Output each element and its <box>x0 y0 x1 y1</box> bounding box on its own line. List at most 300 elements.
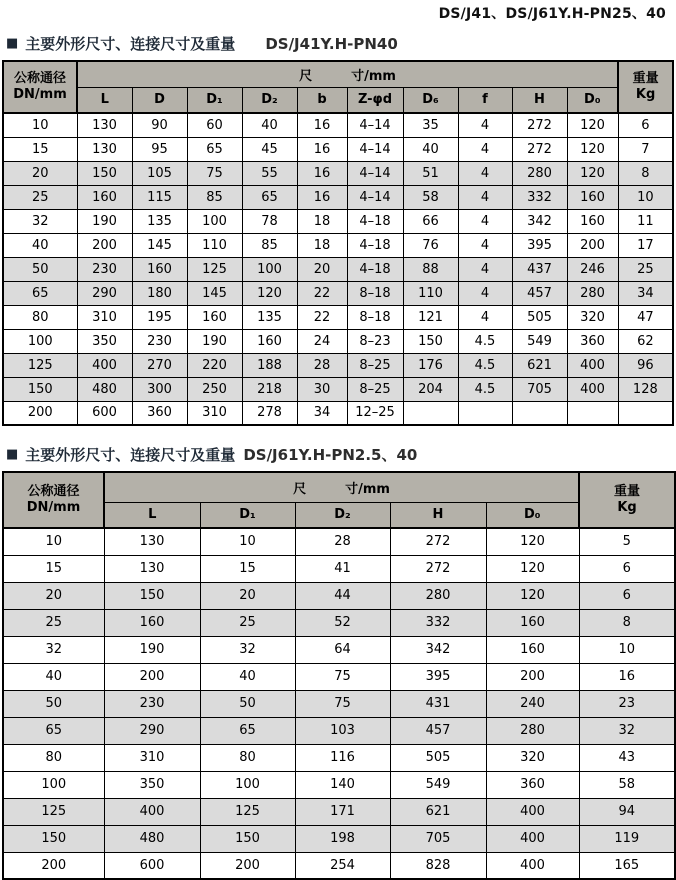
value-cell: 145 <box>132 233 187 257</box>
value-cell: 65 <box>242 185 297 209</box>
column-header: D₂ <box>242 87 297 113</box>
value-cell: 505 <box>390 744 486 771</box>
dn-value-cell: 10 <box>3 113 77 137</box>
value-cell: 278 <box>242 401 297 425</box>
value-cell: 160 <box>77 185 132 209</box>
section2-title-text: 主要外形尺寸、连接尺寸及重量 <box>25 446 236 464</box>
table-row <box>3 305 673 329</box>
value-cell: 7 <box>618 137 673 161</box>
value-cell: 50 <box>200 690 295 717</box>
value-cell: 105 <box>132 161 187 185</box>
value-cell: 10 <box>618 185 673 209</box>
value-cell: 20 <box>297 257 347 281</box>
value-cell: 100 <box>187 209 242 233</box>
value-cell: 16 <box>297 161 347 185</box>
table-row <box>3 609 675 636</box>
value-cell: 58 <box>403 185 458 209</box>
value-cell: 180 <box>132 281 187 305</box>
value-cell: 600 <box>77 401 132 425</box>
value-cell: 20 <box>200 582 295 609</box>
value-cell: 280 <box>567 281 618 305</box>
value-cell: 160 <box>486 636 579 663</box>
value-cell: 10 <box>579 636 675 663</box>
value-cell: 10 <box>200 528 295 555</box>
value-cell: 135 <box>132 209 187 233</box>
value-cell: 94 <box>579 798 675 825</box>
value-cell: 240 <box>486 690 579 717</box>
value-cell: 120 <box>486 582 579 609</box>
value-cell <box>618 401 673 425</box>
section2-model-code: DS/J61Y.H-PN2.5、40 <box>243 446 418 464</box>
value-cell: 85 <box>187 185 242 209</box>
value-cell: 195 <box>132 305 187 329</box>
value-cell: 272 <box>390 528 486 555</box>
value-cell: 43 <box>579 744 675 771</box>
value-cell: 12–25 <box>347 401 403 425</box>
value-cell: 160 <box>567 185 618 209</box>
value-cell: 110 <box>403 281 458 305</box>
value-cell: 40 <box>403 137 458 161</box>
value-cell: 400 <box>486 852 579 879</box>
value-cell: 270 <box>132 353 187 377</box>
value-cell: 320 <box>486 744 579 771</box>
value-cell: 320 <box>567 305 618 329</box>
weight-header-line2: Kg <box>617 500 637 515</box>
value-cell: 160 <box>486 609 579 636</box>
value-cell: 120 <box>567 161 618 185</box>
value-cell: 400 <box>486 825 579 852</box>
value-cell: 103 <box>295 717 390 744</box>
value-cell: 621 <box>512 353 567 377</box>
value-cell: 200 <box>567 233 618 257</box>
value-cell: 4–14 <box>347 137 403 161</box>
value-cell: 90 <box>132 113 187 137</box>
value-cell: 150 <box>77 161 132 185</box>
value-cell: 400 <box>77 353 132 377</box>
value-cell: 16 <box>297 113 347 137</box>
value-cell: 150 <box>200 825 295 852</box>
column-header: f <box>458 87 512 113</box>
value-cell: 4–14 <box>347 113 403 137</box>
value-cell: 60 <box>187 113 242 137</box>
value-cell: 395 <box>512 233 567 257</box>
dn-header-line1: 公称通径 <box>13 70 66 86</box>
value-cell: 4.5 <box>458 353 512 377</box>
dimension-group-header: 尺 寸/mm <box>77 61 618 87</box>
table-row <box>3 257 673 281</box>
value-cell: 190 <box>187 329 242 353</box>
value-cell: 65 <box>200 717 295 744</box>
value-cell: 140 <box>295 771 390 798</box>
value-cell <box>512 401 567 425</box>
value-cell: 85 <box>242 233 297 257</box>
value-cell: 34 <box>297 401 347 425</box>
table-row <box>3 401 673 425</box>
value-cell: 480 <box>104 825 200 852</box>
value-cell: 75 <box>295 663 390 690</box>
table-row <box>3 582 675 609</box>
section2-title <box>6 444 676 465</box>
value-cell: 17 <box>618 233 673 257</box>
dn-column-header <box>3 61 77 113</box>
value-cell: 95 <box>132 137 187 161</box>
table-row <box>3 161 673 185</box>
column-header: D₀ <box>486 502 579 528</box>
value-cell: 600 <box>104 852 200 879</box>
table-row <box>3 555 675 582</box>
value-cell: 310 <box>187 401 242 425</box>
value-cell: 250 <box>187 377 242 401</box>
dn-value-cell: 65 <box>3 717 104 744</box>
value-cell: 76 <box>403 233 458 257</box>
value-cell: 190 <box>77 209 132 233</box>
dn-value-cell: 125 <box>3 798 104 825</box>
value-cell: 6 <box>579 582 675 609</box>
value-cell: 198 <box>295 825 390 852</box>
value-cell: 24 <box>297 329 347 353</box>
value-cell: 5 <box>579 528 675 555</box>
value-cell: 272 <box>512 113 567 137</box>
column-header: D <box>132 87 187 113</box>
value-cell: 8–25 <box>347 377 403 401</box>
dn-value-cell: 15 <box>3 137 77 161</box>
dn-value-cell: 100 <box>3 771 104 798</box>
value-cell: 350 <box>104 771 200 798</box>
value-cell: 16 <box>579 663 675 690</box>
value-cell: 8 <box>579 609 675 636</box>
section-bullet-icon: ■ <box>6 36 19 51</box>
dn-value-cell: 125 <box>3 353 77 377</box>
value-cell: 78 <box>242 209 297 233</box>
value-cell: 51 <box>403 161 458 185</box>
value-cell: 15 <box>200 555 295 582</box>
column-header: D₁ <box>200 502 295 528</box>
value-cell: 22 <box>297 305 347 329</box>
value-cell: 400 <box>104 798 200 825</box>
value-cell: 8–18 <box>347 305 403 329</box>
weight-header-line2: Kg <box>635 87 656 102</box>
dn-value-cell: 32 <box>3 636 104 663</box>
value-cell: 88 <box>403 257 458 281</box>
dn-value-cell: 65 <box>3 281 77 305</box>
value-cell: 4–14 <box>347 185 403 209</box>
value-cell: 342 <box>512 209 567 233</box>
value-cell: 22 <box>297 281 347 305</box>
value-cell: 280 <box>390 582 486 609</box>
table-row <box>3 137 673 161</box>
value-cell: 150 <box>104 582 200 609</box>
value-cell: 121 <box>403 305 458 329</box>
dn-value-cell: 100 <box>3 329 77 353</box>
value-cell: 400 <box>567 353 618 377</box>
value-cell: 4–18 <box>347 233 403 257</box>
value-cell: 8–23 <box>347 329 403 353</box>
value-cell: 66 <box>403 209 458 233</box>
value-cell: 44 <box>295 582 390 609</box>
table-row <box>3 663 675 690</box>
value-cell: 62 <box>618 329 673 353</box>
dn-value-cell: 200 <box>3 401 77 425</box>
value-cell: 4 <box>458 281 512 305</box>
value-cell: 280 <box>512 161 567 185</box>
value-cell: 16 <box>297 185 347 209</box>
dn-value-cell: 50 <box>3 257 77 281</box>
column-header: D₀ <box>567 87 618 113</box>
value-cell: 171 <box>295 798 390 825</box>
value-cell: 220 <box>187 353 242 377</box>
value-cell: 310 <box>77 305 132 329</box>
dn-value-cell: 20 <box>3 161 77 185</box>
table-row <box>3 717 675 744</box>
value-cell: 4 <box>458 161 512 185</box>
weight-column-header <box>579 472 675 528</box>
value-cell: 120 <box>567 137 618 161</box>
value-cell: 280 <box>486 717 579 744</box>
section1-title-text: 主要外形尺寸、连接尺寸及重量 <box>25 35 236 53</box>
table-row <box>3 852 675 879</box>
table-row <box>3 798 675 825</box>
value-cell: 130 <box>104 528 200 555</box>
value-cell: 119 <box>579 825 675 852</box>
table-row <box>3 771 675 798</box>
value-cell: 80 <box>200 744 295 771</box>
value-cell: 120 <box>567 113 618 137</box>
dn-header-line2: DN/mm <box>13 87 67 102</box>
value-cell: 18 <box>297 233 347 257</box>
value-cell: 190 <box>104 636 200 663</box>
value-cell: 110 <box>187 233 242 257</box>
value-cell: 52 <box>295 609 390 636</box>
value-cell: 130 <box>104 555 200 582</box>
weight-header-line1: 重量 <box>632 70 659 86</box>
table-row <box>3 636 675 663</box>
section1-model-code: DS/J41Y.H-PN40 <box>265 34 398 53</box>
dn-value-cell: 200 <box>3 852 104 879</box>
value-cell: 28 <box>295 528 390 555</box>
value-cell: 160 <box>242 329 297 353</box>
dn-value-cell: 25 <box>3 609 104 636</box>
value-cell: 431 <box>390 690 486 717</box>
table-row <box>3 209 673 233</box>
page-header: DS/J41、DS/J61Y.H-PN25、40 <box>438 6 666 22</box>
value-cell: 4 <box>458 113 512 137</box>
value-cell: 300 <box>132 377 187 401</box>
value-cell: 32 <box>200 636 295 663</box>
value-cell: 40 <box>242 113 297 137</box>
value-cell: 480 <box>77 377 132 401</box>
value-cell: 6 <box>579 555 675 582</box>
value-cell: 230 <box>132 329 187 353</box>
value-cell: 28 <box>297 353 347 377</box>
value-cell: 4 <box>458 137 512 161</box>
column-header: H <box>390 502 486 528</box>
dimensions-table-pn40 <box>2 60 674 426</box>
value-cell: 272 <box>512 137 567 161</box>
dn-column-header <box>3 472 104 528</box>
dn-header-line1: 公称通径 <box>27 483 80 499</box>
value-cell: 176 <box>403 353 458 377</box>
value-cell: 75 <box>187 161 242 185</box>
table-row <box>3 113 673 137</box>
value-cell: 8–25 <box>347 353 403 377</box>
value-cell: 204 <box>403 377 458 401</box>
value-cell: 457 <box>390 717 486 744</box>
value-cell: 40 <box>200 663 295 690</box>
dimension-group-header: 尺 寸/mm <box>104 472 579 502</box>
value-cell: 120 <box>486 555 579 582</box>
value-cell: 100 <box>200 771 295 798</box>
value-cell: 310 <box>104 744 200 771</box>
value-cell: 64 <box>295 636 390 663</box>
value-cell: 457 <box>512 281 567 305</box>
table-row <box>3 377 673 401</box>
dn-value-cell: 40 <box>3 663 104 690</box>
value-cell: 200 <box>104 663 200 690</box>
value-cell: 115 <box>132 185 187 209</box>
dn-value-cell: 150 <box>3 825 104 852</box>
value-cell: 350 <box>77 329 132 353</box>
column-header: D₂ <box>295 502 390 528</box>
value-cell: 4–18 <box>347 257 403 281</box>
value-cell: 705 <box>390 825 486 852</box>
value-cell: 75 <box>295 690 390 717</box>
value-cell: 4–18 <box>347 209 403 233</box>
value-cell: 120 <box>242 281 297 305</box>
value-cell: 135 <box>242 305 297 329</box>
value-cell: 4 <box>458 233 512 257</box>
value-cell: 165 <box>579 852 675 879</box>
value-cell: 395 <box>390 663 486 690</box>
weight-header-line1: 重量 <box>614 483 641 499</box>
weight-column-header <box>618 61 673 113</box>
dn-value-cell: 80 <box>3 305 77 329</box>
value-cell: 272 <box>390 555 486 582</box>
dn-value-cell: 25 <box>3 185 77 209</box>
value-cell: 47 <box>618 305 673 329</box>
value-cell: 4 <box>458 257 512 281</box>
value-cell: 230 <box>77 257 132 281</box>
table-row <box>3 690 675 717</box>
value-cell: 16 <box>297 137 347 161</box>
value-cell: 230 <box>104 690 200 717</box>
value-cell: 4 <box>458 305 512 329</box>
value-cell: 4.5 <box>458 329 512 353</box>
value-cell: 160 <box>567 209 618 233</box>
column-header: L <box>104 502 200 528</box>
value-cell: 145 <box>187 281 242 305</box>
value-cell: 125 <box>187 257 242 281</box>
value-cell: 55 <box>242 161 297 185</box>
dn-value-cell: 15 <box>3 555 104 582</box>
value-cell: 360 <box>486 771 579 798</box>
value-cell: 34 <box>618 281 673 305</box>
value-cell: 45 <box>242 137 297 161</box>
value-cell: 360 <box>567 329 618 353</box>
value-cell: 290 <box>77 281 132 305</box>
value-cell: 120 <box>486 528 579 555</box>
value-cell: 4 <box>458 185 512 209</box>
value-cell: 200 <box>200 852 295 879</box>
value-cell: 4–14 <box>347 161 403 185</box>
value-cell: 100 <box>242 257 297 281</box>
value-cell: 549 <box>512 329 567 353</box>
value-cell: 6 <box>618 113 673 137</box>
value-cell: 58 <box>579 771 675 798</box>
value-cell: 246 <box>567 257 618 281</box>
section1-title <box>6 33 676 54</box>
value-cell: 160 <box>104 609 200 636</box>
value-cell: 116 <box>295 744 390 771</box>
value-cell: 150 <box>403 329 458 353</box>
value-cell: 30 <box>297 377 347 401</box>
value-cell: 332 <box>512 185 567 209</box>
table-row <box>3 185 673 209</box>
dn-header-line2: DN/mm <box>26 500 81 515</box>
column-header: b <box>297 87 347 113</box>
value-cell: 32 <box>579 717 675 744</box>
value-cell: 25 <box>618 257 673 281</box>
value-cell <box>458 401 512 425</box>
value-cell: 621 <box>390 798 486 825</box>
value-cell: 254 <box>295 852 390 879</box>
value-cell: 23 <box>579 690 675 717</box>
value-cell: 8 <box>618 161 673 185</box>
column-header: D₁ <box>187 87 242 113</box>
value-cell: 25 <box>200 609 295 636</box>
table-row <box>3 825 675 852</box>
value-cell: 130 <box>77 113 132 137</box>
value-cell: 360 <box>132 401 187 425</box>
column-header: L <box>77 87 132 113</box>
value-cell: 505 <box>512 305 567 329</box>
column-header: Z-φd <box>347 87 403 113</box>
value-cell: 128 <box>618 377 673 401</box>
value-cell: 18 <box>297 209 347 233</box>
table-row <box>3 744 675 771</box>
dn-value-cell: 150 <box>3 377 77 401</box>
value-cell <box>567 401 618 425</box>
dn-value-cell: 32 <box>3 209 77 233</box>
value-cell: 200 <box>486 663 579 690</box>
value-cell: 828 <box>390 852 486 879</box>
column-header: H <box>512 87 567 113</box>
value-cell: 96 <box>618 353 673 377</box>
value-cell: 290 <box>104 717 200 744</box>
table-row <box>3 329 673 353</box>
dn-value-cell: 80 <box>3 744 104 771</box>
dn-value-cell: 20 <box>3 582 104 609</box>
value-cell: 4.5 <box>458 377 512 401</box>
value-cell: 705 <box>512 377 567 401</box>
table-row <box>3 281 673 305</box>
value-cell: 160 <box>132 257 187 281</box>
value-cell: 160 <box>187 305 242 329</box>
value-cell: 125 <box>200 798 295 825</box>
value-cell: 400 <box>486 798 579 825</box>
value-cell: 130 <box>77 137 132 161</box>
value-cell: 200 <box>77 233 132 257</box>
dn-value-cell: 50 <box>3 690 104 717</box>
value-cell: 11 <box>618 209 673 233</box>
value-cell: 65 <box>187 137 242 161</box>
value-cell: 41 <box>295 555 390 582</box>
value-cell: 332 <box>390 609 486 636</box>
value-cell: 8–18 <box>347 281 403 305</box>
value-cell <box>403 401 458 425</box>
section-bullet-icon: ■ <box>6 447 19 462</box>
value-cell: 549 <box>390 771 486 798</box>
column-header: D₆ <box>403 87 458 113</box>
